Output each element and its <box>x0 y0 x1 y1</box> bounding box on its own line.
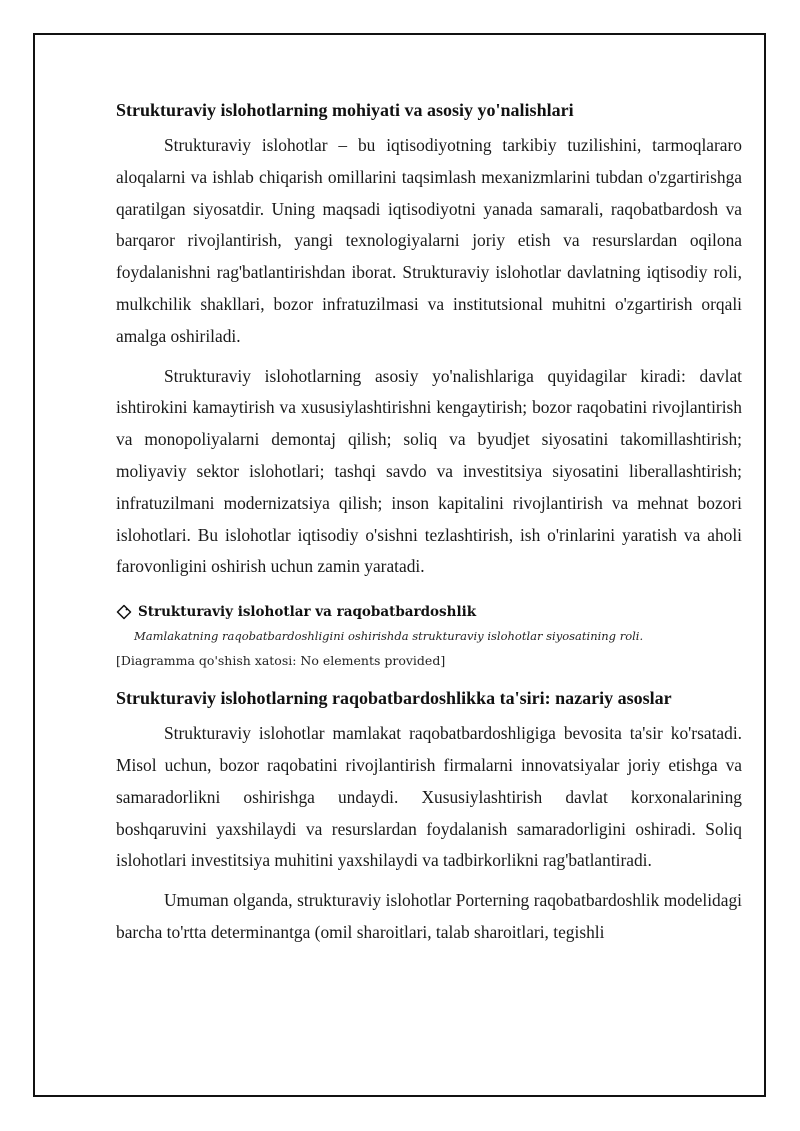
section-heading: Strukturaviy islohotlarning mohiyati va asosiy yo'nalishlari <box>116 100 574 120</box>
diagram-error-message: [Diagramma qo'shish xatosi: No elements provided] <box>116 653 446 669</box>
section-heading: Strukturaviy islohotlarning raqobatbardoshlikka ta'siri: nazariy asoslar <box>116 688 672 709</box>
paragraph: Strukturaviy islohotlar – bu iqtisodiyotning tarkibiy tuzilishini, tarmoqlararo aloqalarni va ishlab chiqarish omillarini taqsimlash mexanizmlarini tubdan o'zgartirishga qaratilgan siyosatdir. Uning maqsadi iqtisodiyotni yanada samarali, raqobatbardosh va barqaror rivojlantirish, yangi texnologiyalarni joriy etish va resurslardan oqilona foydalanishni rag'batlantirishdan iborat. Strukturaviy islohotlar davlatning iqtisodiy roli, mulkchilik shakllari, bozor infratuzilmasi va institutsional muhitni o'zgartirish orqali amalga oshiriladi. <box>116 135 742 346</box>
diagram-title-row <box>116 601 742 623</box>
paragraph: Umuman olganda, strukturaviy islohotlar Porterning raqobatbardoshlik modelidagi barcha to'rtta determinantga (omil sharoitlari, talab sharoitlari, tegishli <box>116 890 742 942</box>
diagram-caption: Mamlakatning raqobatbardoshligini oshirishda strukturaviy islohotlar siyosatining roli. <box>134 629 644 644</box>
diagram-placeholder <box>116 601 742 668</box>
document-body <box>116 98 742 949</box>
diagram-title: Strukturaviy islohotlar va raqobatbardoshlik <box>138 604 477 621</box>
paragraph: Strukturaviy islohotlarning asosiy yo'nalishlariga quyidagilar kiradi: davlat ishtirokini kamaytirish va xususiylashtirishni kengaytirish; bozor raqobatini rivojlantirish va monopoliyalarni demontaj qilish; soliq va byudjet siyosatini takomillashtirish; moliyaviy sektor islohotlari; tashqi savdo va investitsiya siyosatini liberallashtirish; infratuzilmani modernizatsiya qilish; inson kapitalini rivojlantirish va mehnat bozori islohotlari. Bu islohotlar iqtisodiy o'sishni tezlashtirish, ish o'rinlarini yaratish va aholi farovonligini oshirish uchun zamin yaratadi. <box>116 365 742 577</box>
tag-icon <box>116 604 132 620</box>
paragraph: Strukturaviy islohotlar mamlakat raqobatbardoshligiga bevosita ta'sir ko'rsatadi. Misol uchun, bozor raqobatini rivojlantirish firmalarni innovatsiyalar joriy etishga va samaradorlikni oshirishga undaydi. Xususiylashtirish davlat korxonalarining boshqaruvini yaxshilaydi va resurslardan foydalanish samaradorligini oshiradi. Soliq islohotlari investitsiya muhitini yaxshilaydi va tadbirkorlikni rag'batlantiradi. <box>116 723 742 871</box>
